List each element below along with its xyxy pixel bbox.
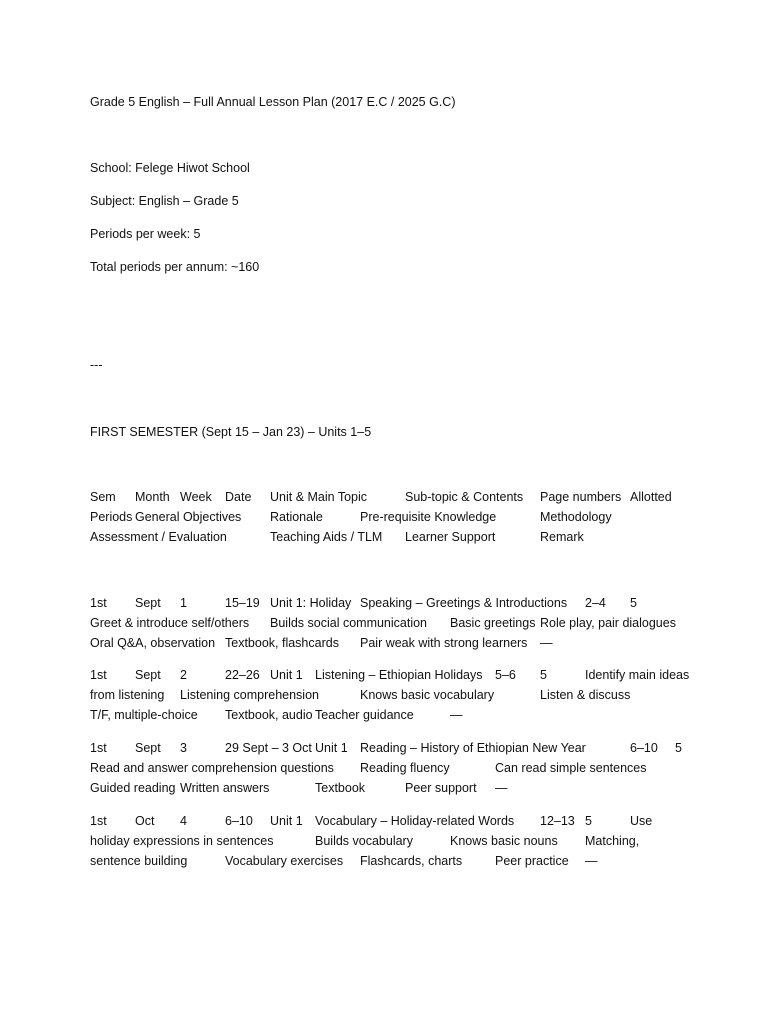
info-total-periods: Total periods per annum: ~160: [90, 260, 260, 274]
table-row: 1st Sept 2 22–26 Unit 1 Listening – Ethiopian Holidays 5–6 5 Identify main ideas from listening Listening comprehension Knows basic vocabulary Listen & discuss T/F, multiple-choice Textbook, audio Teacher guidance —: [90, 668, 693, 722]
table-row: 1st Sept 1 15–19 Unit 1: Holiday Speaking – Greetings & Introductions 2–4 5 Greet & introduce self/others Builds social communication Basic greetings Role play, pair dialogues Oral Q&A, observation Textbook, flashcards Pair weak with strong learners —: [90, 596, 720, 650]
table-header-row: Sem Month Week Date Unit & Main Topic Sub-topic & Contents Page numbers Allotted Periods General Objectives Rationale Pre-requisite Knowledge Methodology Assessment / Evaluation Teaching Aids / TLM Learner Support Remark: [90, 490, 676, 544]
semester-heading: FIRST SEMESTER (Sept 15 – Jan 23) – Units 1–5: [90, 425, 372, 439]
info-subject: Subject: English – Grade 5: [90, 194, 239, 208]
document-title: Grade 5 English – Full Annual Lesson Plan (2017 E.C / 2025 G.C): [90, 95, 456, 109]
info-periods-per-week: Periods per week: 5: [90, 227, 201, 241]
separator: ---: [90, 358, 103, 372]
table-row: 1st Sept 3 29 Sept – 3 Oct Unit 1 Reading – History of Ethiopian New Year 6–10 5 Read and answer comprehension questions Reading fluency Can read simple sentences Guided reading Written answers Textbook Peer support —: [90, 741, 720, 795]
table-row: 1st Oct 4 6–10 Unit 1 Vocabulary – Holiday-related Words 12–13 5 Use holiday expressions in sentences Builds vocabulary Knows basic nouns Matching, sentence building Vocabulary exercises Flashcards, charts Peer practice —: [90, 814, 656, 868]
info-school: School: Felege Hiwot School: [90, 161, 250, 175]
